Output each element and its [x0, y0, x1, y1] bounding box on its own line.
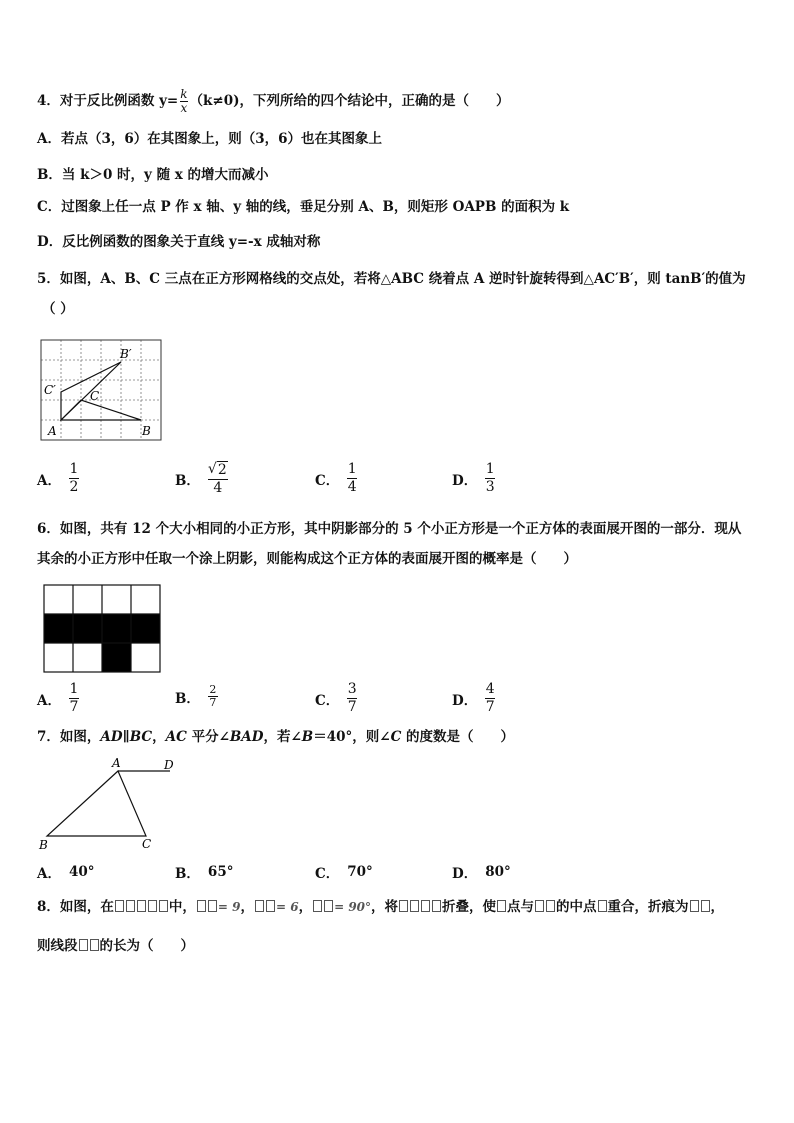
q6-stem: 6．如图，共有 12 个大小相同的小正方形，其中阴影部分的 5 个小正方形是一个正方体的表面展开图的一部分．现从: [37, 521, 742, 537]
q4-option-a: A．若点（3，6）在其图象上，则（3，6）也在其图象上: [37, 131, 383, 147]
q6-shaded-bottom: [102, 643, 131, 672]
q7-label-b: B: [39, 838, 48, 852]
q4-frac-den: x: [180, 101, 188, 115]
q5-option-c: C． 1 4: [315, 461, 357, 495]
q6-stem-cont: 其余的小正方形中任取一个涂上阴影，则能构成这个正方体的表面展开图的概率是（ ）: [37, 551, 577, 567]
q5-option-a: A． 1 2: [37, 461, 79, 495]
q8-math-3: = 90°: [334, 900, 372, 914]
q7-cond-parallel: AD∥BC: [100, 729, 153, 745]
q5-label-b: B: [142, 424, 151, 438]
q8-math-1: = 9: [217, 900, 241, 914]
q5-label-c: C: [90, 389, 100, 403]
q5-option-b: B． √ 2 4: [175, 461, 227, 496]
q6-option-d: D． 4 7: [452, 681, 495, 715]
q7-triangle-figure: [36, 756, 182, 852]
q4-option-d: D．反比例函数的图象关于直线 y=-x 成轴对称: [37, 234, 321, 250]
q4-frac-num: k: [180, 87, 188, 101]
q7-triangle-abc: [47, 771, 146, 836]
q6-option-b: B． 2 7: [175, 683, 217, 709]
q5-label-c-prime: C′: [44, 383, 56, 397]
q6-option-c: C． 3 7: [315, 681, 357, 715]
q7-label-d: D: [164, 758, 174, 772]
q5-stem: 5．如图，A、B、C 三点在正方形网格线的交点处，若将△ABC 绕着点 A 逆时针旋转得到△AC′B′，则 tanB′的值为: [37, 271, 746, 287]
q7-stem: 7．如图，AD∥BC，AC 平分∠BAD，若∠B＝40°，则∠C 的度数是（ ）: [37, 729, 515, 745]
q7-label-c: C: [142, 837, 152, 851]
q5-option-d: D． 1 3: [452, 461, 495, 495]
q7-option-a: A． 40°: [37, 864, 95, 882]
q7-option-b: B． 65°: [175, 864, 234, 882]
q7-option-c: C． 70°: [315, 864, 373, 882]
q8-stem: 8．如图，在 中， = 9， = 6， = 90°，将 折叠，使 点与 的中点 重合，折痕为 ，: [37, 899, 725, 915]
q7-option-d: D． 80°: [452, 864, 511, 882]
q4-stem-prefix: 4．对于反比例函数 y=: [37, 93, 179, 109]
q5-stem-cont: （ ）: [42, 301, 74, 317]
q5-grid-figure: [34, 336, 166, 444]
q5-label-a: A: [48, 424, 57, 438]
q6-option-a: A． 1 7: [37, 681, 79, 715]
q4-fraction: [180, 88, 187, 115]
q8-stem-cont: 则线段 的长为（ ）: [37, 938, 194, 954]
q8-math-2: = 6: [276, 900, 299, 914]
q4-option-b: B．当 k＞0 时，y 随 x 的增大而减小: [37, 167, 269, 183]
q4-option-c: C．过图象上任一点 P 作 x 轴、y 轴的线，垂足分别 A、B，则矩形 OAPB 的面积为 k: [37, 199, 570, 215]
q4-stem: [37, 88, 509, 115]
q4-stem-suffix: （k≠0)，下列所给的四个结论中，正确的是（ ）: [189, 93, 510, 109]
q6-squares-figure: [43, 584, 161, 674]
q7-label-a: A: [112, 756, 121, 770]
q5-label-b-prime: B′: [120, 347, 132, 361]
